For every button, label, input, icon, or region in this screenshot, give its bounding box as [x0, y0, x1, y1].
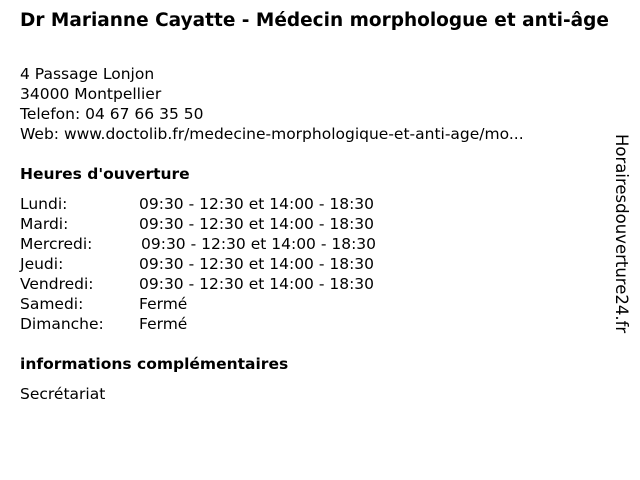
day-label: Samedi:: [20, 295, 84, 313]
site-watermark: Horairesdouverture24.fr: [612, 134, 631, 334]
hours-row-lundi: [20, 194, 376, 214]
time-range: 09:30 - 12:30 et 14:00 - 18:30: [139, 195, 375, 213]
hours-row-mercredi: [20, 234, 376, 254]
time-range: 09:30 - 12:30 et 14:00 - 18:30: [139, 215, 375, 233]
hours-row-samedi: [20, 294, 376, 314]
hours-row-jeudi: [20, 254, 376, 274]
address-city: 34000 Montpellier: [20, 85, 162, 103]
time-range: 09:30 - 12:30 et 14:00 - 18:30: [141, 235, 377, 253]
hours-row-vendredi: [20, 274, 376, 294]
day-label: Mercredi:: [20, 235, 93, 253]
hours-row-dimanche: [20, 314, 376, 334]
day-label: Dimanche:: [20, 315, 104, 333]
website-link: Web: www.doctolib.fr/medecine-morphologique-et-anti-age/mo...: [20, 125, 524, 143]
day-label: Jeudi:: [20, 255, 64, 273]
hours-row-mardi: [20, 214, 376, 234]
day-label: Lundi:: [20, 195, 68, 213]
phone-number: Telefon: 04 67 66 35 50: [20, 105, 204, 123]
additional-info-text: Secrétariat: [20, 385, 106, 403]
contact-block: [20, 64, 610, 144]
time-range: Fermé: [139, 295, 188, 313]
opening-hours-heading: Heures d'ouverture: [20, 165, 190, 183]
time-range: Fermé: [139, 315, 188, 333]
time-range: 09:30 - 12:30 et 14:00 - 18:30: [139, 275, 375, 293]
day-label: Mardi:: [20, 215, 69, 233]
opening-hours-table: [20, 194, 376, 334]
additional-info-heading: informations complémentaires: [20, 355, 289, 373]
address-street: 4 Passage Lonjon: [20, 65, 155, 83]
day-label: Vendredi:: [20, 275, 94, 293]
time-range: 09:30 - 12:30 et 14:00 - 18:30: [139, 255, 375, 273]
page-title: Dr Marianne Cayatte - Médecin morphologue et anti-âge: [20, 10, 609, 31]
